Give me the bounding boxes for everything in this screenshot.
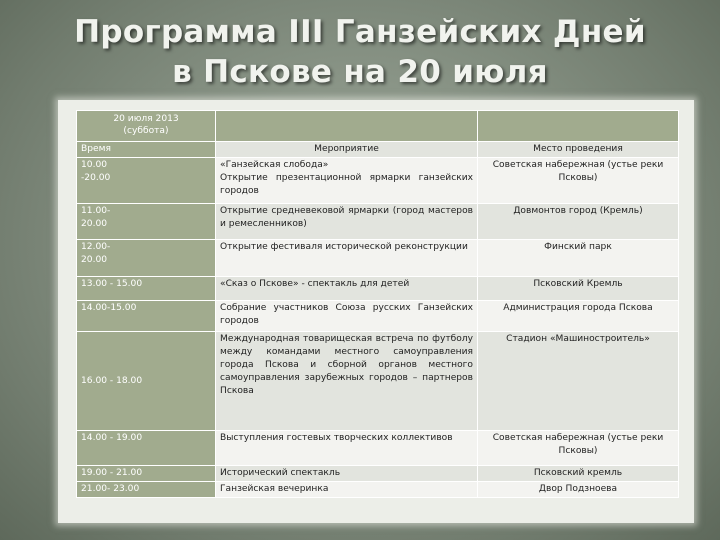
weekday-text: (суббота) — [123, 126, 169, 136]
slide-title — [0, 12, 720, 92]
slide-title-line-2: в Пскове на 20 июля — [172, 54, 548, 90]
row-event-line: «Ганзейская слобода» — [220, 160, 329, 170]
row-place: Псковский Кремль — [478, 277, 679, 301]
program-table — [76, 110, 679, 498]
row-time: 19.00 - 21.00 — [77, 466, 216, 482]
table-row — [77, 204, 679, 240]
table-row — [77, 466, 679, 482]
table-row — [77, 482, 679, 498]
row-time-line: 10.00 — [81, 160, 108, 170]
row-place: Двор Подзноева — [478, 482, 679, 498]
row-time — [77, 158, 216, 204]
row-place: Администрация города Пскова — [478, 301, 679, 332]
table-date-row — [77, 111, 679, 142]
row-time-line: 20.00 — [81, 219, 108, 229]
table-row — [77, 301, 679, 332]
row-place: Финский парк — [478, 240, 679, 277]
header-place: Место проведения — [478, 142, 679, 158]
row-place: Советская набережная (устье реки Псковы) — [478, 431, 679, 466]
date-row-empty-cell — [478, 111, 679, 142]
row-time-line: 11.00- — [81, 206, 111, 216]
row-time — [77, 240, 216, 277]
row-place: Псковский кремль — [478, 466, 679, 482]
row-time: 21.00- 23.00 — [77, 482, 216, 498]
row-place: Стадион «Машиностроитель» — [478, 332, 679, 431]
table-row — [77, 240, 679, 277]
row-event-line: Открытие презентационной ярмарки ганзейских городов — [220, 173, 473, 196]
row-event: Открытие фестиваля исторической реконструкции — [216, 240, 478, 277]
date-text: 20 июля 2013 — [113, 114, 179, 124]
row-time: 14.00 - 19.00 — [77, 431, 216, 466]
slide-title-line-1: Программа III Ганзейских Дней — [74, 14, 646, 50]
row-event: «Сказ о Пскове» - спектакль для детей — [216, 277, 478, 301]
table-row — [77, 332, 679, 431]
row-event: Международная товарищеская встреча по футболу между командами местного самоуправления города Пскова и сборной органов местного самоуправления зарубежных городов – партнеров Пскова — [216, 332, 478, 431]
row-time-line: -20.00 — [81, 173, 111, 183]
row-place: Советская набережная (устье реки Псковы) — [478, 158, 679, 204]
row-time: 14.00-15.00 — [77, 301, 216, 332]
header-time: Время — [77, 142, 216, 158]
row-time: 13.00 - 15.00 — [77, 277, 216, 301]
row-time — [77, 204, 216, 240]
row-time-line: 12.00- — [81, 242, 111, 252]
row-event: Открытие средневековой ярмарки (город мастеров и ремесленников) — [216, 204, 478, 240]
table-row — [77, 158, 679, 204]
row-time: 16.00 - 18.00 — [77, 332, 216, 431]
date-row-empty-cell — [216, 111, 478, 142]
row-event: Собрание участников Союза русских Ганзейских городов — [216, 301, 478, 332]
date-cell — [77, 111, 216, 142]
row-event: Ганзейская вечеринка — [216, 482, 478, 498]
table-header-row — [77, 142, 679, 158]
row-event: Исторический спектакль — [216, 466, 478, 482]
row-event: Выступления гостевых творческих коллективов — [216, 431, 478, 466]
row-time-line: 20.00 — [81, 255, 108, 265]
header-event: Мероприятие — [216, 142, 478, 158]
table-row — [77, 431, 679, 466]
row-event — [216, 158, 478, 204]
table-row — [77, 277, 679, 301]
row-place: Довмонтов город (Кремль) — [478, 204, 679, 240]
